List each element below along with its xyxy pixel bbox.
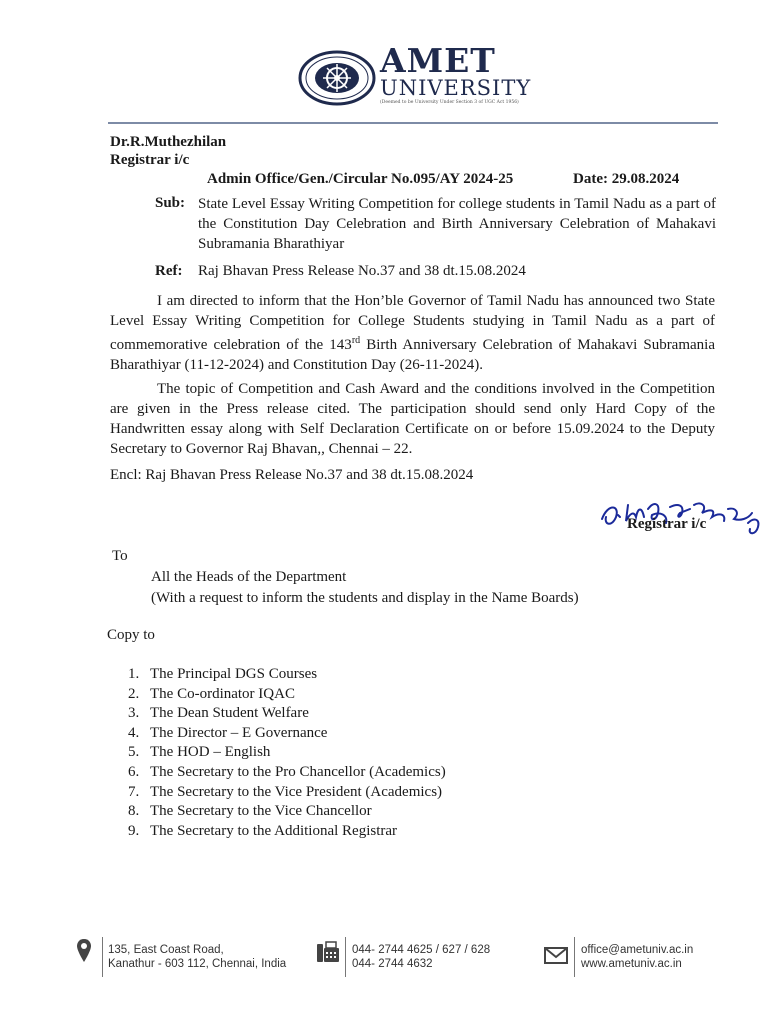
reference-label: Ref:: [155, 263, 183, 279]
body-paragraph-1: [110, 291, 715, 375]
footer-contact: [581, 943, 693, 971]
footer-website: www.ametuniv.ac.in: [581, 958, 682, 970]
list-item: 2. The Co-ordinator IQAC: [128, 685, 295, 702]
fax-phone-icon: [316, 940, 340, 964]
ordinal-suffix: rd: [351, 335, 361, 346]
to-recipient-note: (With a request to inform the students and display in the Name Boards): [151, 590, 579, 606]
list-item: 3. The Dean Student Welfare: [128, 705, 309, 722]
footer-address: [108, 943, 286, 971]
body-paragraph-2: The topic of Competition and Cash Award and the conditions involved in the Competition are given in the Press release cited. The participation should send only Hard Copy of the Handwritten essay along with Self Declaration Certificate on or before 15.09.2024 to the Deputy Secretary to Governor Raj Bhavan,, Chennai – 22.: [110, 381, 715, 457]
to-recipient: All the Heads of the Department: [151, 569, 347, 585]
reference-text: Raj Bhavan Press Release No.37 and 38 dt.15.08.2024: [198, 263, 526, 279]
brand-block: [380, 41, 532, 105]
brand-name: AMET: [380, 41, 496, 80]
circular-number: Admin Office/Gen./Circular No.095/AY 2024-25: [207, 171, 514, 187]
phone-line-2: 044- 2744 4632: [352, 958, 433, 970]
to-label: To: [112, 548, 128, 564]
location-pin-icon: [76, 938, 92, 964]
envelope-icon: [544, 947, 568, 964]
list-item: 6. The Secretary to the Pro Chancellor (Academics): [128, 763, 446, 780]
list-item: 8. The Secretary to the Vice Chancellor: [128, 803, 372, 820]
brand-subtitle: UNIVERSITY: [380, 76, 532, 100]
signature-label: Registrar i/c: [627, 516, 707, 532]
list-item: 4. The Director – E Governance: [128, 724, 328, 741]
footer-divider: [345, 937, 346, 977]
footer-email: office@ametuniv.ac.in: [581, 944, 694, 956]
sender-designation: Registrar i/c: [110, 152, 190, 168]
footer-phones: [352, 943, 490, 971]
address-line-1: 135, East Coast Road,: [108, 944, 224, 956]
copy-to-list: [128, 665, 588, 841]
subject-text: State Level Essay Writing Competition for college students in Tamil Nadu as a part of the Constitution Day Celebration and Birth Anniversary Celebration of Mahakavi Subramania Bharathiyar: [198, 196, 716, 252]
body-paragraph-1-part-a: I am directed to inform that the Hon’ble Governor of Tamil Nadu has announced two State Level Essay Writing Competition for College Students studying in Tamil Nadu as a part of commemorative celebration of the 143: [110, 293, 715, 353]
phone-line-1: 044- 2744 4625 / 627 / 628: [352, 944, 491, 956]
copy-to-label: Copy to: [107, 627, 155, 643]
list-item: 5. The HOD – English: [128, 744, 271, 761]
list-item: 7. The Secretary to the Vice President (Academics): [128, 783, 443, 800]
body-paragraph-1-part-b: Birth Anniversary Celebration of Mahakavi Subramania Bharathiyar (11-12-2024) and Constitution Day (26-11-2024).: [110, 337, 715, 373]
university-logo: [298, 50, 376, 106]
footer-divider: [102, 937, 103, 977]
list-item: 1. The Principal DGS Courses: [128, 666, 318, 682]
brand-tagline: (Deemed to be University Under Section 3 of UGC Act 1956): [380, 100, 519, 105]
subject-label: Sub:: [155, 195, 186, 211]
circular-date: Date: 29.08.2024: [573, 171, 680, 187]
enclosure-line: Encl: Raj Bhavan Press Release No.37 and 38 dt.15.08.2024: [110, 467, 474, 483]
footer-divider: [574, 937, 575, 977]
list-item: 9. The Secretary to the Additional Registrar: [128, 822, 398, 839]
header-divider: [108, 122, 718, 124]
address-line-2: Kanathur - 603 112, Chennai, India: [108, 958, 287, 970]
sender-name: Dr.R.Muthezhilan: [110, 134, 227, 150]
